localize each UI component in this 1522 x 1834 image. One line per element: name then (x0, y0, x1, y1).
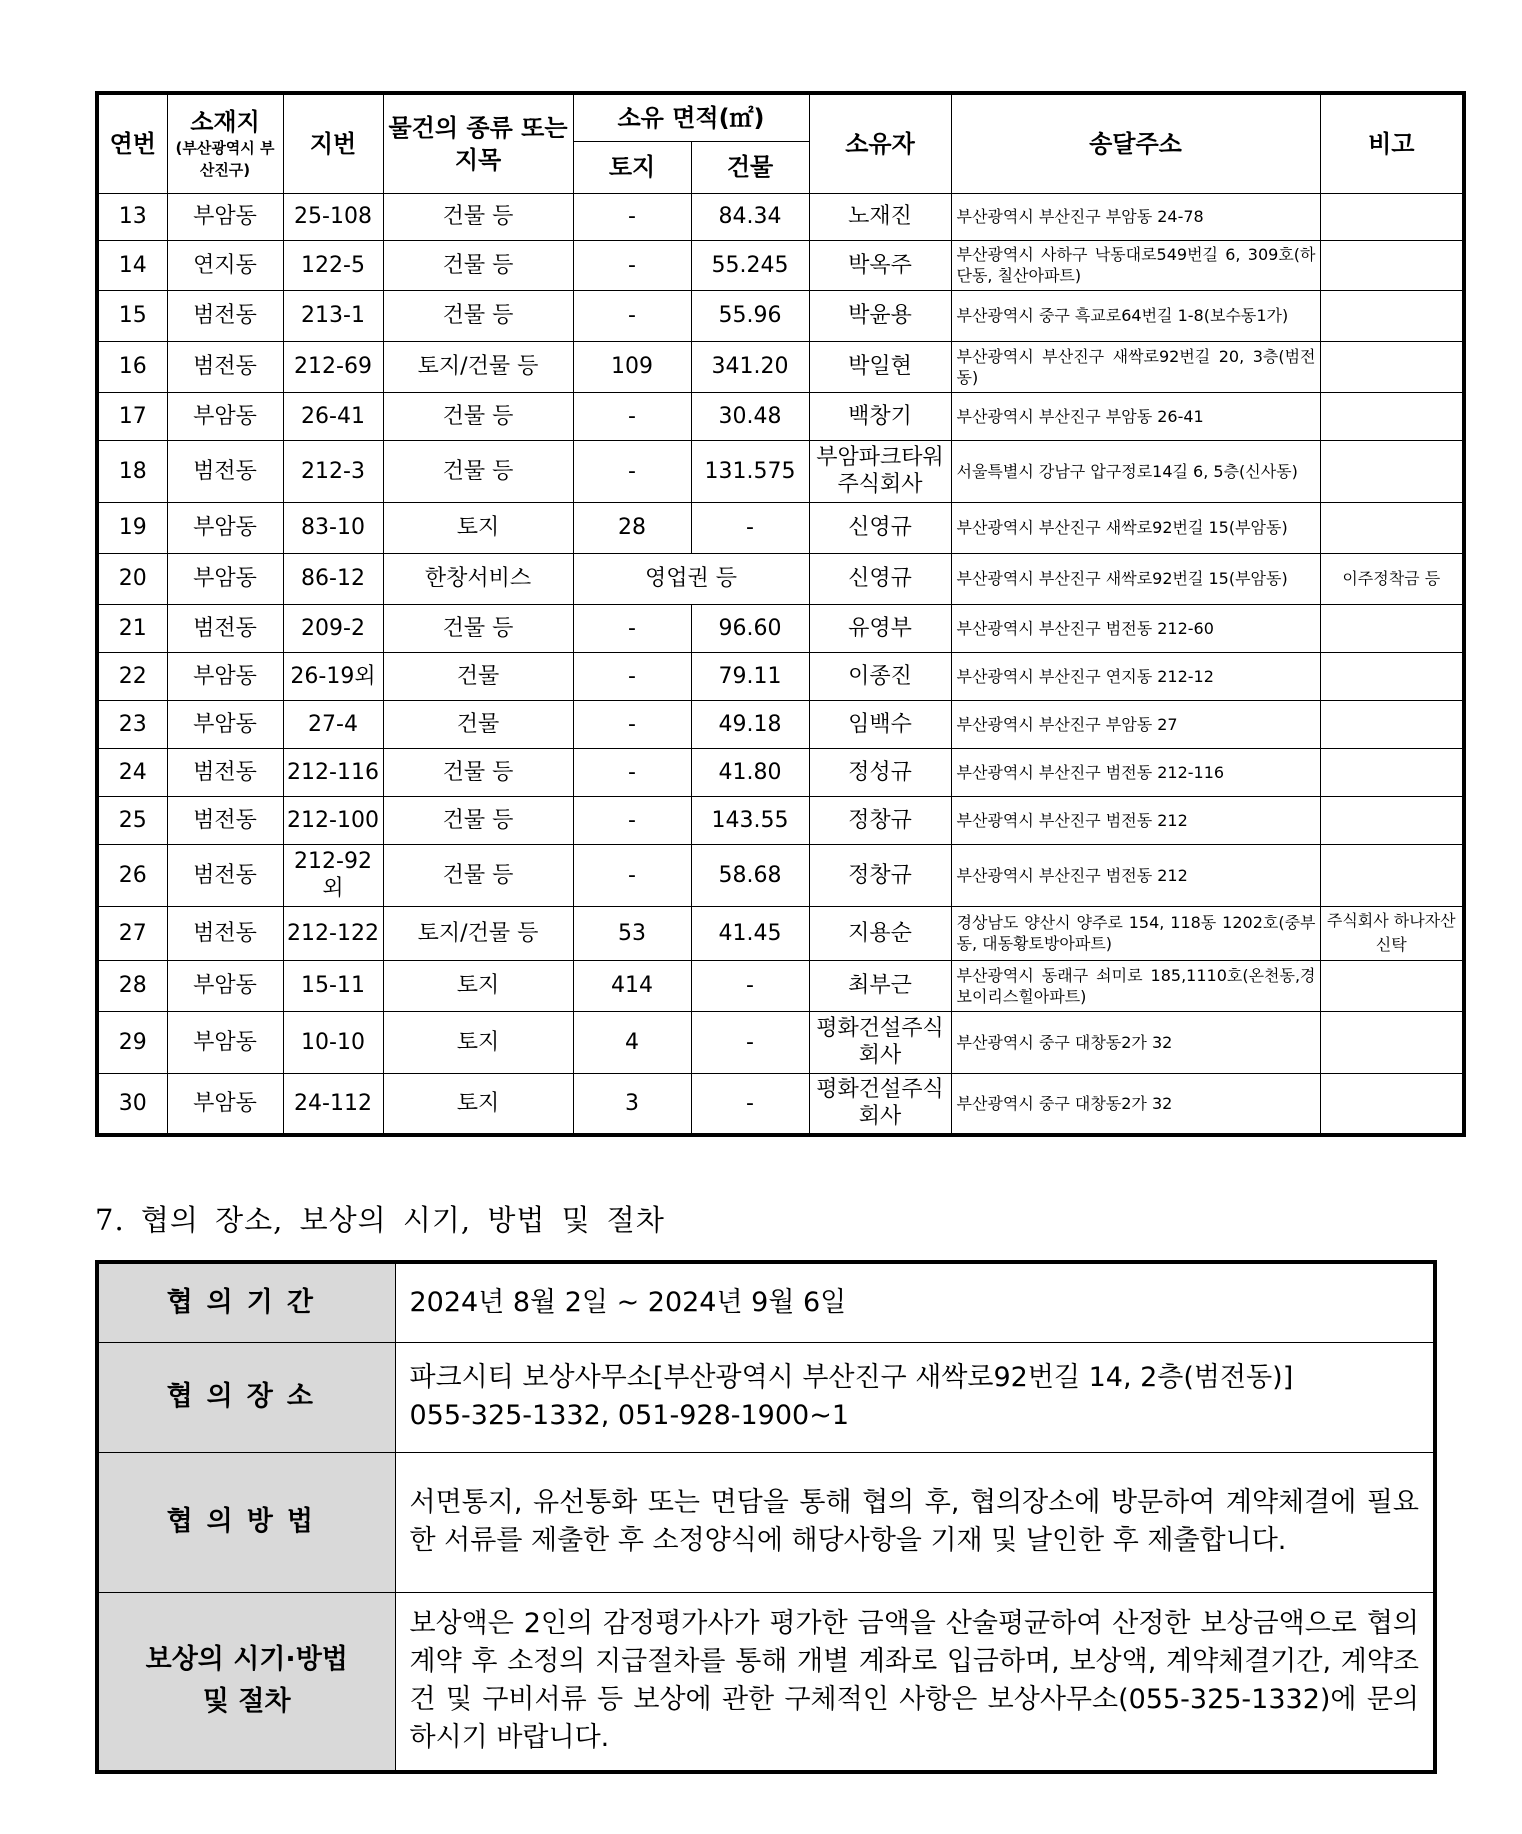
row-location: 범전동 (167, 290, 283, 341)
row-note (1320, 700, 1464, 748)
row-area-land: - (573, 240, 691, 290)
row-area-building: - (691, 502, 809, 553)
consult-row-place (97, 1342, 1435, 1452)
table-row (97, 193, 1464, 240)
row-location: 범전동 (167, 844, 283, 906)
row-note (1320, 1011, 1464, 1073)
col-header-address: 송달주소 (951, 93, 1320, 193)
row-lot-number: 213-1 (283, 290, 383, 341)
col-header-location-sub: (부산광역시 부산진구) (175, 138, 275, 179)
row-lot-number: 83-10 (283, 502, 383, 553)
row-area-building: 79.11 (691, 652, 809, 700)
row-area-land: 414 (573, 960, 691, 1011)
row-area-land: 28 (573, 502, 691, 553)
row-location: 범전동 (167, 341, 283, 392)
row-area-building: 49.18 (691, 700, 809, 748)
row-property-type: 토지 (383, 960, 573, 1011)
row-owner: 지용순 (809, 906, 951, 960)
col-header-location (167, 93, 283, 193)
consult-label-timing: 보상의 시기·방법 및 절차 (97, 1592, 395, 1772)
row-area-land: - (573, 844, 691, 906)
row-lot-number: 212-116 (283, 748, 383, 796)
row-note (1320, 193, 1464, 240)
row-area-building: - (691, 960, 809, 1011)
row-address: 부산광역시 동래구 쇠미로 185,1110호(온천동,경보이리스힐아파트) (951, 960, 1320, 1011)
row-owner: 박옥주 (809, 240, 951, 290)
row-property-type: 건물 등 (383, 604, 573, 652)
row-property-type: 건물 등 (383, 748, 573, 796)
row-area-land: - (573, 392, 691, 440)
row-owner: 정성규 (809, 748, 951, 796)
row-location: 부암동 (167, 502, 283, 553)
row-property-type: 토지/건물 등 (383, 906, 573, 960)
row-lot-number: 15-11 (283, 960, 383, 1011)
row-area-land: - (573, 796, 691, 844)
row-property-type: 건물 (383, 652, 573, 700)
row-lot-number: 24-112 (283, 1073, 383, 1135)
row-area-land: 53 (573, 906, 691, 960)
table-row (97, 502, 1464, 553)
row-address: 부산광역시 사하구 낙동대로549번길 6, 309호(하단동, 칠산아파트) (951, 240, 1320, 290)
row-owner: 이종진 (809, 652, 951, 700)
row-note (1320, 341, 1464, 392)
row-owner: 최부근 (809, 960, 951, 1011)
row-property-type: 한창서비스 (383, 553, 573, 604)
row-location: 범전동 (167, 796, 283, 844)
row-area-building: 84.34 (691, 193, 809, 240)
row-location: 범전동 (167, 748, 283, 796)
row-note (1320, 652, 1464, 700)
consult-value-period: 2024년 8월 2일 ~ 2024년 9월 6일 (395, 1262, 1435, 1342)
row-location: 부암동 (167, 193, 283, 240)
row-area-land: - (573, 652, 691, 700)
row-number: 26 (97, 844, 167, 906)
row-address: 부산광역시 부산진구 부암동 27 (951, 700, 1320, 748)
row-property-type: 토지/건물 등 (383, 341, 573, 392)
row-number: 15 (97, 290, 167, 341)
row-address: 부산광역시 부산진구 새싹로92번길 15(부암동) (951, 553, 1320, 604)
row-area-land: 4 (573, 1011, 691, 1073)
row-number: 24 (97, 748, 167, 796)
consult-value-place: 파크시티 보상사무소[부산광역시 부산진구 새싹로92번길 14, 2층(범전동)] 055-325-1332, 051-928-1900~1 (395, 1342, 1435, 1452)
table-row (97, 700, 1464, 748)
row-area-building: 341.20 (691, 341, 809, 392)
row-property-type: 건물 (383, 700, 573, 748)
row-address: 경상남도 양산시 양주로 154, 118동 1202호(중부동, 대동황토방아파트) (951, 906, 1320, 960)
row-owner: 부암파크타워주식회사 (809, 440, 951, 502)
row-number: 17 (97, 392, 167, 440)
row-note (1320, 502, 1464, 553)
row-lot-number: 212-3 (283, 440, 383, 502)
row-location: 부암동 (167, 553, 283, 604)
col-header-note: 비고 (1320, 93, 1464, 193)
row-property-type: 건물 등 (383, 844, 573, 906)
table-row (97, 906, 1464, 960)
section-heading: 7. 협의 장소, 보상의 시기, 방법 및 절차 (95, 1203, 665, 1237)
row-note (1320, 604, 1464, 652)
consult-value-method: 서면통지, 유선통화 또는 면담을 통해 협의 후, 협의장소에 방문하여 계약체결에 필요한 서류를 제출한 후 소정양식에 해당사항을 기재 및 날인한 후 제출합니다. (395, 1452, 1435, 1592)
row-lot-number: 26-19외 (283, 652, 383, 700)
row-property-type: 건물 등 (383, 392, 573, 440)
row-location: 부암동 (167, 700, 283, 748)
row-property-type: 토지 (383, 1011, 573, 1073)
row-note (1320, 844, 1464, 906)
table-row (97, 392, 1464, 440)
row-area-building: 131.575 (691, 440, 809, 502)
table-row (97, 1073, 1464, 1135)
col-header-type: 물건의 종류 또는 지목 (383, 93, 573, 193)
col-header-owner: 소유자 (809, 93, 951, 193)
col-header-area-land: 토지 (573, 141, 691, 193)
table-row (97, 748, 1464, 796)
row-location: 연지동 (167, 240, 283, 290)
table-row (97, 604, 1464, 652)
row-property-type: 토지 (383, 1073, 573, 1135)
table-row (97, 796, 1464, 844)
row-property-type: 토지 (383, 502, 573, 553)
row-location: 부암동 (167, 1011, 283, 1073)
row-lot-number: 212-92외 (283, 844, 383, 906)
table-row (97, 290, 1464, 341)
row-property-type: 건물 등 (383, 440, 573, 502)
col-header-area: 소유 면적(㎡) (573, 93, 809, 141)
row-note (1320, 796, 1464, 844)
row-area-building: 55.96 (691, 290, 809, 341)
row-area-building: - (691, 1073, 809, 1135)
row-number: 19 (97, 502, 167, 553)
consult-label-method: 협의방법 (97, 1452, 395, 1592)
row-lot-number: 209-2 (283, 604, 383, 652)
row-owner: 신영규 (809, 502, 951, 553)
row-number: 27 (97, 906, 167, 960)
row-lot-number: 212-69 (283, 341, 383, 392)
row-location: 범전동 (167, 906, 283, 960)
row-property-type: 건물 등 (383, 193, 573, 240)
consult-row-method (97, 1452, 1435, 1592)
row-address: 부산광역시 부산진구 범전동 212 (951, 844, 1320, 906)
row-number: 20 (97, 553, 167, 604)
row-area-land: - (573, 700, 691, 748)
row-address: 부산광역시 부산진구 범전동 212 (951, 796, 1320, 844)
row-number: 22 (97, 652, 167, 700)
row-note: 주식회사 하나자산신탁 (1320, 906, 1464, 960)
row-owner: 신영규 (809, 553, 951, 604)
col-header-lot: 지번 (283, 93, 383, 193)
row-area-building: 143.55 (691, 796, 809, 844)
row-lot-number: 26-41 (283, 392, 383, 440)
row-note (1320, 290, 1464, 341)
property-table (95, 91, 1466, 1137)
row-area-land: - (573, 193, 691, 240)
col-header-location-main: 소재지 (190, 107, 260, 136)
row-area-land: - (573, 748, 691, 796)
row-note (1320, 960, 1464, 1011)
row-owner: 정창규 (809, 796, 951, 844)
row-address: 부산광역시 중구 대창동2가 32 (951, 1011, 1320, 1073)
row-owner: 노재진 (809, 193, 951, 240)
col-header-no: 연번 (97, 93, 167, 193)
row-area-building: 96.60 (691, 604, 809, 652)
row-number: 18 (97, 440, 167, 502)
consult-label-place: 협의장소 (97, 1342, 395, 1452)
row-note (1320, 392, 1464, 440)
table-row (97, 341, 1464, 392)
row-lot-number: 212-122 (283, 906, 383, 960)
row-area-building: 41.45 (691, 906, 809, 960)
row-lot-number: 212-100 (283, 796, 383, 844)
row-owner: 유영부 (809, 604, 951, 652)
row-address: 부산광역시 부산진구 부암동 26-41 (951, 392, 1320, 440)
row-location: 범전동 (167, 440, 283, 502)
property-table-body (97, 193, 1464, 1135)
table-row (97, 652, 1464, 700)
header-row (97, 93, 1464, 141)
table-row (97, 553, 1464, 604)
row-area-land: - (573, 290, 691, 341)
table-row (97, 440, 1464, 502)
row-address: 부산광역시 부산진구 새싹로92번길 20, 3층(범전동) (951, 341, 1320, 392)
row-lot-number: 10-10 (283, 1011, 383, 1073)
row-area-merged: 영업권 등 (573, 553, 809, 604)
row-area-building: 41.80 (691, 748, 809, 796)
row-address: 부산광역시 중구 대창동2가 32 (951, 1073, 1320, 1135)
row-owner: 임백수 (809, 700, 951, 748)
row-location: 범전동 (167, 604, 283, 652)
row-note (1320, 240, 1464, 290)
row-note (1320, 748, 1464, 796)
row-number: 16 (97, 341, 167, 392)
row-property-type: 건물 등 (383, 796, 573, 844)
row-note (1320, 1073, 1464, 1135)
row-lot-number: 86-12 (283, 553, 383, 604)
row-area-building: - (691, 1011, 809, 1073)
table-row (97, 240, 1464, 290)
row-number: 30 (97, 1073, 167, 1135)
row-owner: 평화건설주식회사 (809, 1011, 951, 1073)
row-location: 부암동 (167, 652, 283, 700)
row-address: 부산광역시 부산진구 범전동 212-60 (951, 604, 1320, 652)
col-header-area-building: 건물 (691, 141, 809, 193)
row-area-building: 58.68 (691, 844, 809, 906)
row-area-land: 109 (573, 341, 691, 392)
row-owner: 백창기 (809, 392, 951, 440)
row-location: 부암동 (167, 392, 283, 440)
consult-row-timing (97, 1592, 1435, 1772)
row-property-type: 건물 등 (383, 290, 573, 341)
row-number: 14 (97, 240, 167, 290)
consult-label-period: 협의기간 (97, 1262, 395, 1342)
row-owner: 박일현 (809, 341, 951, 392)
row-address: 서울특별시 강남구 압구정로14길 6, 5층(신사동) (951, 440, 1320, 502)
row-owner: 박윤용 (809, 290, 951, 341)
row-lot-number: 122-5 (283, 240, 383, 290)
row-address: 부산광역시 부산진구 새싹로92번길 15(부암동) (951, 502, 1320, 553)
row-location: 부암동 (167, 960, 283, 1011)
consult-row-period (97, 1262, 1435, 1342)
row-number: 21 (97, 604, 167, 652)
row-address: 부산광역시 부산진구 연지동 212-12 (951, 652, 1320, 700)
table-row (97, 844, 1464, 906)
row-number: 13 (97, 193, 167, 240)
row-note: 이주정착금 등 (1320, 553, 1464, 604)
row-area-building: 55.245 (691, 240, 809, 290)
row-lot-number: 25-108 (283, 193, 383, 240)
table-row (97, 960, 1464, 1011)
row-area-building: 30.48 (691, 392, 809, 440)
row-address: 부산광역시 중구 흑교로64번길 1-8(보수동1가) (951, 290, 1320, 341)
table-row (97, 1011, 1464, 1073)
row-address: 부산광역시 부산진구 부암동 24-78 (951, 193, 1320, 240)
row-number: 28 (97, 960, 167, 1011)
row-area-land: - (573, 440, 691, 502)
consultation-table (95, 1260, 1437, 1774)
row-property-type: 건물 등 (383, 240, 573, 290)
row-lot-number: 27-4 (283, 700, 383, 748)
row-owner: 정창규 (809, 844, 951, 906)
row-location: 부암동 (167, 1073, 283, 1135)
row-number: 23 (97, 700, 167, 748)
consult-value-timing: 보상액은 2인의 감정평가사가 평가한 금액을 산술평균하여 산정한 보상금액으로 협의계약 후 소정의 지급절차를 통해 개별 계좌로 입금하며, 보상액, 계약체결기간, 계약조건 및 구비서류 등 보상에 관한 구체적인 사항은 보상사무소(055-325-1332)에 문의하시기 바랍니다. (395, 1592, 1435, 1772)
row-area-land: 3 (573, 1073, 691, 1135)
row-area-land: - (573, 604, 691, 652)
row-address: 부산광역시 부산진구 범전동 212-116 (951, 748, 1320, 796)
row-number: 25 (97, 796, 167, 844)
row-owner: 평화건설주식회사 (809, 1073, 951, 1135)
row-number: 29 (97, 1011, 167, 1073)
row-note (1320, 440, 1464, 502)
